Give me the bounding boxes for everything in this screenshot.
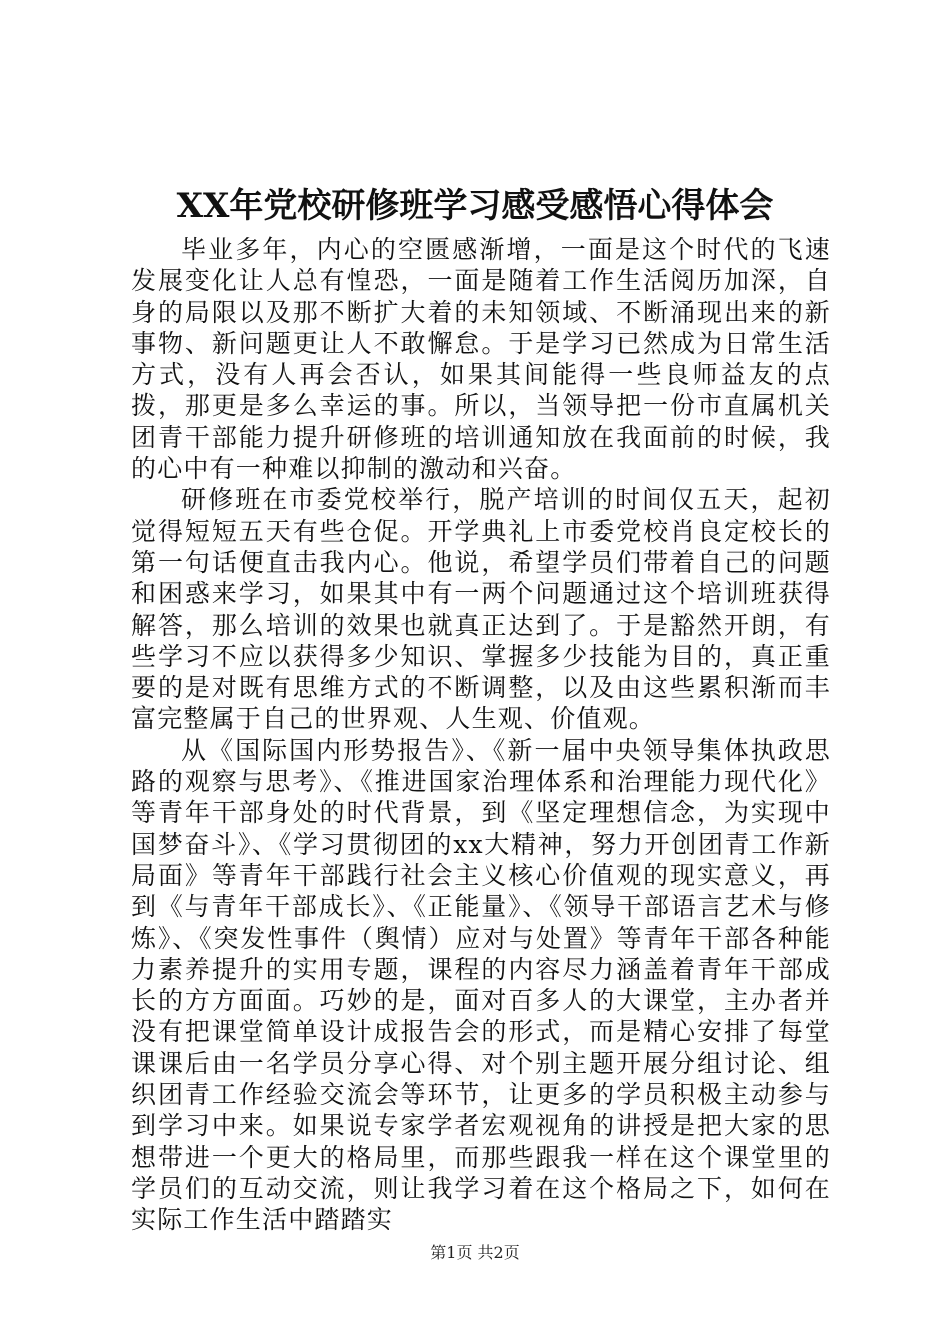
page-title: XX年党校研修班学习感受感悟心得体会 xyxy=(176,186,774,226)
page-footer xyxy=(0,1242,950,1264)
paragraph-1: 毕业多年，内心的空匮感渐增，一面是这个时代的飞速发展变化让人总有惶恐，一面是随着工作生活阅历加深，自身的局限以及那不断扩大着的未知领域、不断涌现出来的新事物、新问题更让人不敢懈怠。于是学习已然成为日常生活方式，没有人再会否认，如果其间能得一些良师益友的点拨，那更是多么幸运的事。所以，当领导把一份市直属机关团青干部能力提升研修班的培训通知放在我面前的时候，我的心中有一种难以抑制的激动和兴奋。 xyxy=(131,235,831,484)
document-body xyxy=(131,234,831,1236)
paragraph-3: 从《国际国内形势报告》、《新一届中央领导集体执政思路的观察与思考》、《推进国家治理体系和治理能力现代化》等青年干部身处的时代背景，到《坚定理想信念，为实现中国梦奋斗》、《学习贯彻团的xx大精神，努力开创团青工作新局面》等青年干部践行社会主义核心价值观的现实意义，再到《与青年干部成长》、《正能量》、《领导干部语言艺术与修炼》、《突发性事件（舆情）应对与处置》等青年干部各种能力素养提升的实用专题，课程的内容尽力涵盖着青年干部成长的方方面面。巧妙的是，面对百多人的大课堂，主办者并没有把课堂简单设计成报告会的形式，而是精心安排了每堂课课后由一名学员分享心得、对个别主题开展分组讨论、组织团青工作经验交流会等环节，让更多的学员积极主动参与到学习中来。如果说专家学者宏观视角的讲授是把大家的思想带进一个更大的格局里，而那些跟我一样在这个课堂里的学员们的互动交流，则让我学习着在这个格局之下，如何在实际工作生活中踏踏实 xyxy=(131,735,831,1235)
page-number-label: 第1页 共2页 xyxy=(430,1243,520,1262)
paragraph-2: 研修班在市委党校举行，脱产培训的时间仅五天，起初觉得短短五天有些仓促。开学典礼上市委党校肖良定校长的第一句话便直击我内心。他说，希望学员们带着自己的问题和困惑来学习，如果其中有一两个问题通过这个培训班获得解答，那么培训的效果也就真正达到了。于是豁然开朗，有些学习不应以获得多少知识、掌握多少技能为目的，真正重要的是对既有思维方式的不断调整，以及由这些累积渐而丰富完整属于自己的世界观、人生观、价值观。 xyxy=(131,485,831,734)
